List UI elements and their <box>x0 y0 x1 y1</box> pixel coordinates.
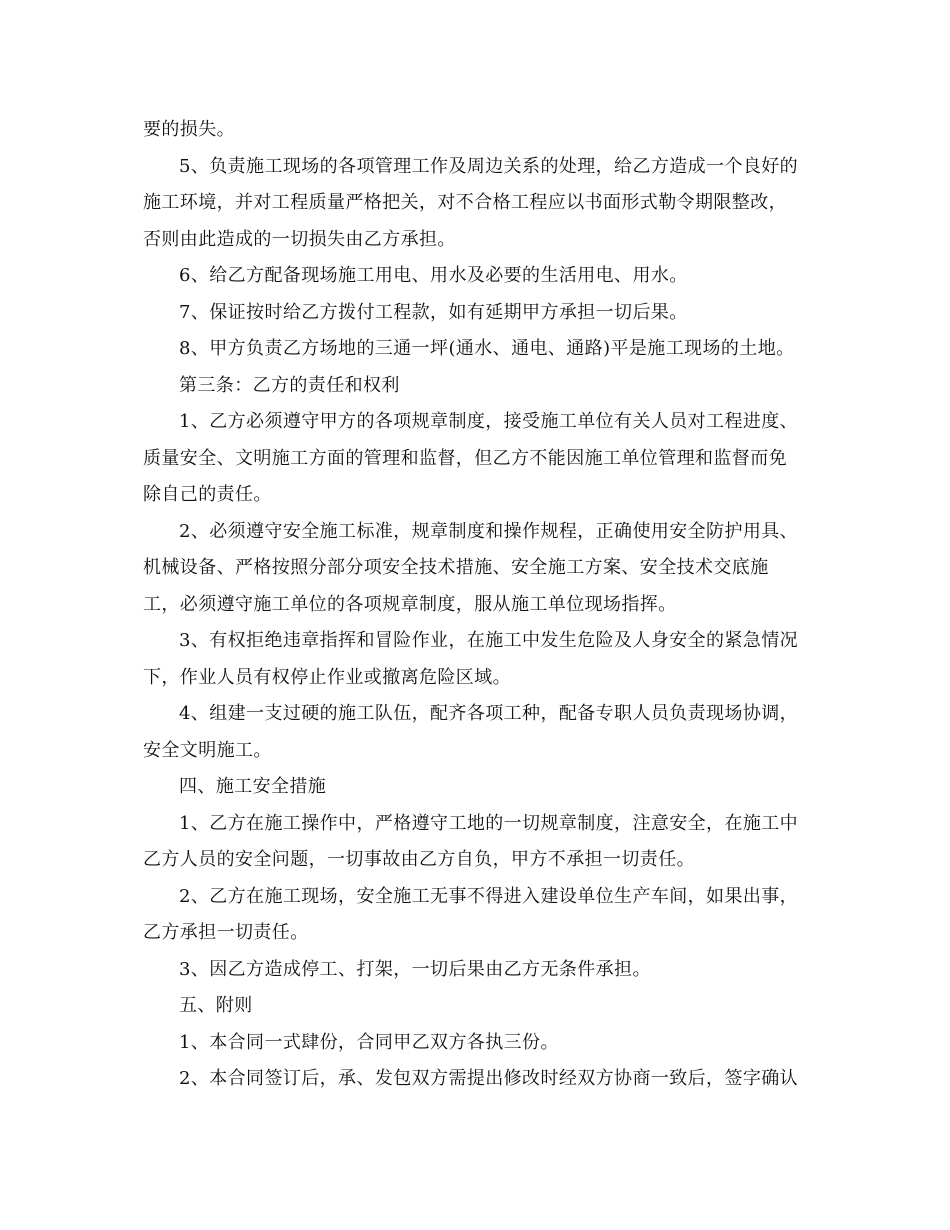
paragraph <box>143 1061 808 1098</box>
text-line: 乙方承担一切责任。 <box>143 922 309 943</box>
text-line: 2、本合同签订后，承、发包双方需提出修改时经双方协商一致后，签字确认 <box>179 1068 799 1089</box>
paragraph <box>143 879 808 952</box>
paragraph <box>143 368 808 405</box>
text-line: 7、保证按时给乙方拨付工程款，如有延期甲方承担一切后果。 <box>179 301 688 323</box>
text-line: 五、附则 <box>179 995 253 1016</box>
document-body <box>143 112 808 1098</box>
text-line: 6、给乙方配备现场施工用电、用水及必要的生活用电、用水。 <box>179 265 688 286</box>
text-line: 四、施工安全措施 <box>179 776 327 797</box>
paragraph <box>143 1025 808 1062</box>
text-line: 1、乙方在施工操作中，严格遵守工地的一切规章制度，注意安全，在施工中 <box>179 812 799 834</box>
text-line: 机械设备、严格按照分部分项安全技术措施、安全施工方案、安全技术交底施 <box>143 557 769 578</box>
paragraph <box>143 331 808 368</box>
paragraph <box>143 112 808 149</box>
text-line: 要的损失。 <box>143 119 235 140</box>
text-line: 3、有权拒绝违章指挥和冒险作业，在施工中发生危险及人身安全的紧急情况 <box>179 630 799 651</box>
paragraph <box>143 514 808 624</box>
text-line: 3、因乙方造成停工、打架，一切后果由乙方无条件承担。 <box>179 958 651 980</box>
text-line: 除自己的责任。 <box>143 484 272 505</box>
text-line: 下，作业人员有权停止作业或撤离危险区域。 <box>143 666 511 688</box>
paragraph <box>143 149 808 259</box>
paragraph <box>143 988 808 1025</box>
text-line: 1、乙方必须遵守甲方的各项规章制度，接受施工单位有关人员对工程进度、 <box>179 411 799 432</box>
text-line: 2、必须遵守安全施工标准，规章制度和操作规程，正确使用安全防护用具、 <box>179 520 799 542</box>
paragraph <box>143 769 808 806</box>
paragraph <box>143 258 808 295</box>
paragraph <box>143 295 808 332</box>
text-line: 2、乙方在施工现场，安全施工无事不得进入建设单位生产车间，如果出事， <box>179 885 799 907</box>
paragraph <box>143 806 808 879</box>
text-line: 施工环境，并对工程质量严格把关，对不合格工程应以书面形式勒令期限整改， <box>143 192 787 213</box>
text-line: 4、组建一支过硬的施工队伍，配齐各项工种，配备专职人员负责现场协调， <box>179 703 799 724</box>
text-line: 8、甲方负责乙方场地的三通一坪(通水、通电、通路)平是施工现场的土地。 <box>179 338 795 359</box>
text-line: 乙方人员的安全问题，一切事故由乙方自负，甲方不承担一切责任。 <box>143 849 695 870</box>
paragraph <box>143 623 808 696</box>
paragraph <box>143 404 808 514</box>
text-line: 第三条：乙方的责任和权利 <box>179 374 400 396</box>
text-line: 5、负责施工现场的各项管理工作及周边关系的处理，给乙方造成一个良好的 <box>179 155 799 177</box>
paragraph <box>143 952 808 989</box>
paragraph <box>143 696 808 769</box>
text-line: 质量安全、文明施工方面的管理和监督，但乙方不能因施工单位管理和监督而免 <box>143 447 787 469</box>
text-line: 工，必须遵守施工单位的各项规章制度，服从施工单位现场指挥。 <box>143 593 677 615</box>
text-line: 1、本合同一式肆份，合同甲乙双方各执三份。 <box>179 1031 559 1053</box>
text-line: 否则由此造成的一切损失由乙方承担。 <box>143 228 456 250</box>
text-line: 安全文明施工。 <box>143 739 272 761</box>
